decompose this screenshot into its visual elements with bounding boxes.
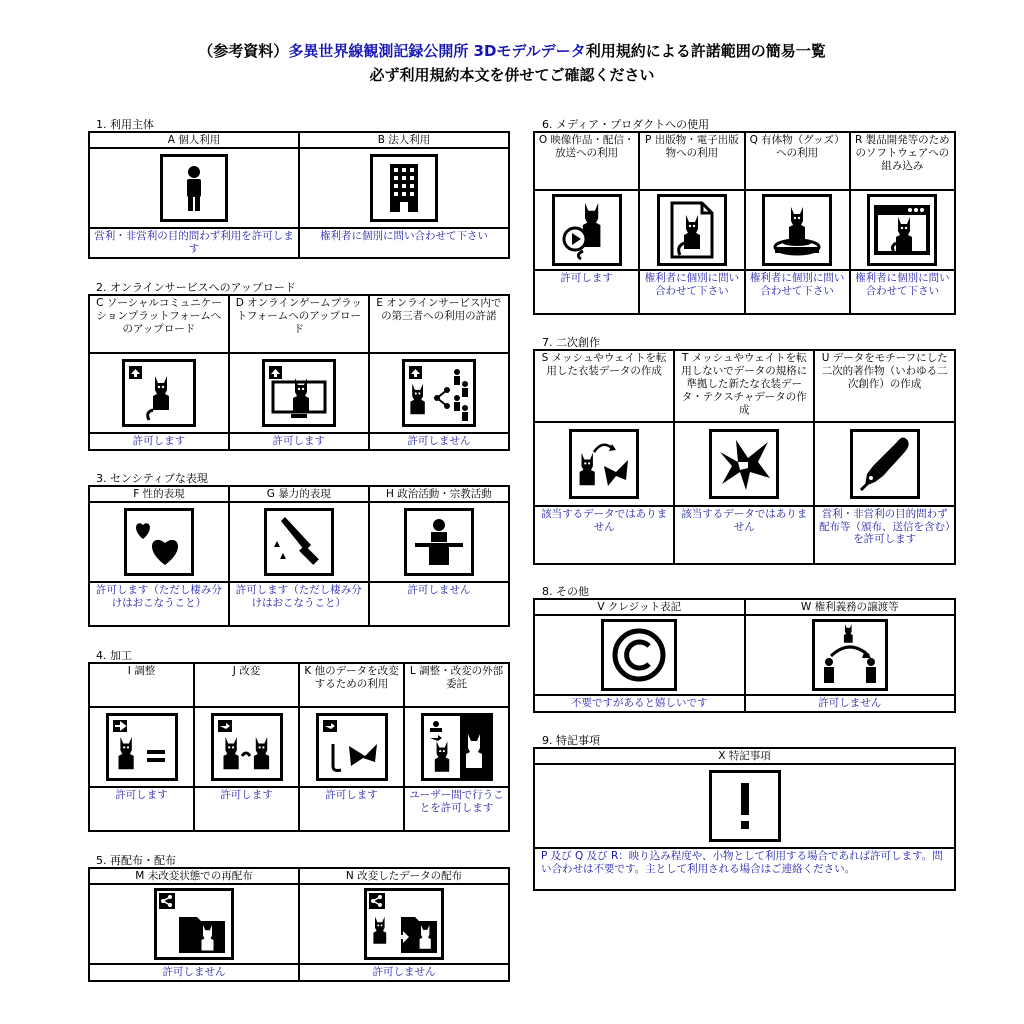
header-N: N 改変したデータの配布: [299, 868, 509, 884]
reuse-icon: [316, 713, 388, 781]
header-H: H 政治活動・宗教活動: [369, 486, 509, 502]
section-6-table: [533, 131, 956, 315]
section-7-table: [533, 349, 956, 565]
hearts-icon: [124, 508, 194, 576]
publication-icon: [657, 194, 727, 266]
section-1-table: [88, 131, 510, 259]
header-U: U データをモチーフにした二次的著作物（いわゆる二次創作）の作成: [814, 350, 955, 422]
cell-J-icon: [194, 707, 299, 787]
upload-monitor-icon: [262, 359, 336, 427]
copyright-icon: [601, 619, 677, 691]
header-P: P 出版物・電子出版物への利用: [639, 132, 744, 190]
page-subtitle: 必ず利用規約本文を併せてご確認ください: [369, 66, 655, 84]
result-G: 許可します（ただし棲み分けはおこなうこと）: [229, 582, 369, 626]
header-B: B 法人利用: [299, 132, 509, 148]
cell-D-icon: [229, 353, 369, 433]
header-E: E オンラインサービス内での第三者への利用の許諾: [369, 295, 509, 353]
section-title-6: 6. メディア・プロダクトへの使用: [542, 118, 710, 131]
result-D: 許可します: [229, 433, 369, 450]
costume-transfer-icon: [569, 429, 639, 499]
title-site-name: 多異世界線観測記録公開所 3Dモデルデータ: [288, 42, 586, 60]
result-F: 許可します（ただし棲み分けはおこなうこと）: [89, 582, 229, 626]
result-K: 許可します: [299, 787, 404, 831]
cell-N-icon: [299, 884, 509, 964]
result-P: 権利者に個別に問い合わせて下さい: [639, 270, 744, 314]
cell-P-icon: [639, 190, 744, 270]
cell-L-icon: [404, 707, 509, 787]
adjust-icon: [106, 713, 178, 781]
cell-S-icon: [534, 422, 674, 506]
distribute-modified-icon: [364, 888, 444, 960]
section-4-table: [88, 662, 510, 832]
header-S: S メッシュやウェイトを転用した衣装データの作成: [534, 350, 674, 422]
header-X: X 特記事項: [534, 748, 955, 764]
building-icon: [370, 154, 438, 222]
cell-I-icon: [89, 707, 194, 787]
title-prefix: （参考資料）: [198, 42, 289, 60]
costume-icon: [709, 429, 779, 499]
cell-E-icon: [369, 353, 509, 433]
cell-H-icon: [369, 502, 509, 582]
result-I: 許可します: [89, 787, 194, 831]
result-S: 該当するデータではありません: [534, 506, 674, 564]
page-title: [0, 40, 1024, 61]
cell-A-icon: [89, 148, 299, 228]
transfer-rights-icon: [812, 619, 888, 691]
result-O: 許可します: [534, 270, 639, 314]
podium-icon: [404, 508, 474, 576]
person-icon: [160, 154, 228, 222]
result-V: 不要ですがあると嬉しいです: [534, 695, 745, 712]
cell-X-icon: [534, 764, 955, 848]
result-W: 許可しません: [745, 695, 956, 712]
share-users-icon: [402, 359, 476, 427]
section-5-table: [88, 867, 510, 982]
header-D: D オンラインゲームプラットフォームへのアップロード: [229, 295, 369, 353]
cell-G-icon: [229, 502, 369, 582]
result-R: 権利者に個別に問い合わせて下さい: [850, 270, 955, 314]
result-T: 該当するデータではありません: [674, 506, 814, 564]
result-H: 許可しません: [369, 582, 509, 626]
section-title-7: 7. 二次創作: [542, 336, 600, 349]
cell-Q-icon: [745, 190, 850, 270]
cell-F-icon: [89, 502, 229, 582]
cell-V-icon: [534, 615, 745, 695]
section-9-table: [533, 747, 956, 891]
result-J: 許可します: [194, 787, 299, 831]
header-A: A 個人利用: [89, 132, 299, 148]
cell-R-icon: [850, 190, 955, 270]
knife-icon: [264, 508, 334, 576]
redistribute-icon: [154, 888, 234, 960]
cell-K-icon: [299, 707, 404, 787]
section-title-4: 4. 加工: [96, 649, 132, 662]
header-K: K 他のデータを改変するための利用: [299, 663, 404, 707]
section-2-table: [88, 294, 510, 451]
header-G: G 暴力的表現: [229, 486, 369, 502]
video-play-icon: [552, 194, 622, 266]
goods-icon: [762, 194, 832, 266]
header-O: O 映像作品・配信・放送への利用: [534, 132, 639, 190]
result-U: 営利・非営利の目的問わず配布等（頒布、送信を含む）を許可します: [814, 506, 955, 564]
result-Q: 権利者に個別に問い合わせて下さい: [745, 270, 850, 314]
cell-W-icon: [745, 615, 956, 695]
section-title-8: 8. その他: [542, 585, 589, 598]
header-T: T メッシュやウェイトを転用しないでデータの規格に準拠した新たな衣装データ・テクスチャデータの作成: [674, 350, 814, 422]
result-L: ユーザー間で行うことを許可します: [404, 787, 509, 831]
section-title-3: 3. センシティブな表現: [96, 472, 208, 485]
header-I: I 調整: [89, 663, 194, 707]
result-B: 権利者に個別に問い合わせて下さい: [299, 228, 509, 258]
header-R: R 製品開発等のためのソフトウェアへの組み込み: [850, 132, 955, 190]
result-C: 許可します: [89, 433, 229, 450]
cell-U-icon: [814, 422, 955, 506]
result-E: 許可しません: [369, 433, 509, 450]
result-A: 営利・非営利の目的問わず利用を許可します: [89, 228, 299, 258]
header-M: M 未改変状態での再配布: [89, 868, 299, 884]
result-X: P 及び Q 及び R：映り込み程度や、小物として利用する場合であれば許可します。問い合わせは不要です。主として利用される場合はご連絡ください。: [534, 848, 955, 890]
header-Q: Q 有体物（グッズ）への利用: [745, 132, 850, 190]
section-title-5: 5. 再配布・配布: [96, 854, 176, 867]
exclamation-icon: [709, 770, 781, 842]
section-8-table: [533, 598, 956, 713]
cell-O-icon: [534, 190, 639, 270]
section-title-2: 2. オンラインサービスへのアップロード: [96, 281, 296, 294]
header-W: W 権利義務の譲渡等: [745, 599, 956, 615]
header-C: C ソーシャルコミュニケーションプラットフォームへのアップロード: [89, 295, 229, 353]
pen-icon: [850, 429, 920, 499]
cell-C-icon: [89, 353, 229, 433]
header-J: J 改変: [194, 663, 299, 707]
cell-M-icon: [89, 884, 299, 964]
cell-B-icon: [299, 148, 509, 228]
modify-icon: [211, 713, 283, 781]
section-3-table: [88, 485, 510, 627]
title-suffix: 利用規約による許諾範囲の簡易一覧: [585, 42, 826, 60]
upload-cat-icon: [122, 359, 196, 427]
result-M: 許可しません: [89, 964, 299, 981]
header-F: F 性的表現: [89, 486, 229, 502]
cell-T-icon: [674, 422, 814, 506]
header-V: V クレジット表記: [534, 599, 745, 615]
section-title-1: 1. 利用主体: [96, 118, 154, 131]
software-window-icon: [867, 194, 937, 266]
section-title-9: 9. 特記事項: [542, 734, 600, 747]
result-N: 許可しません: [299, 964, 509, 981]
header-L: L 調整・改変の外部委託: [404, 663, 509, 707]
outsource-icon: [421, 713, 493, 781]
